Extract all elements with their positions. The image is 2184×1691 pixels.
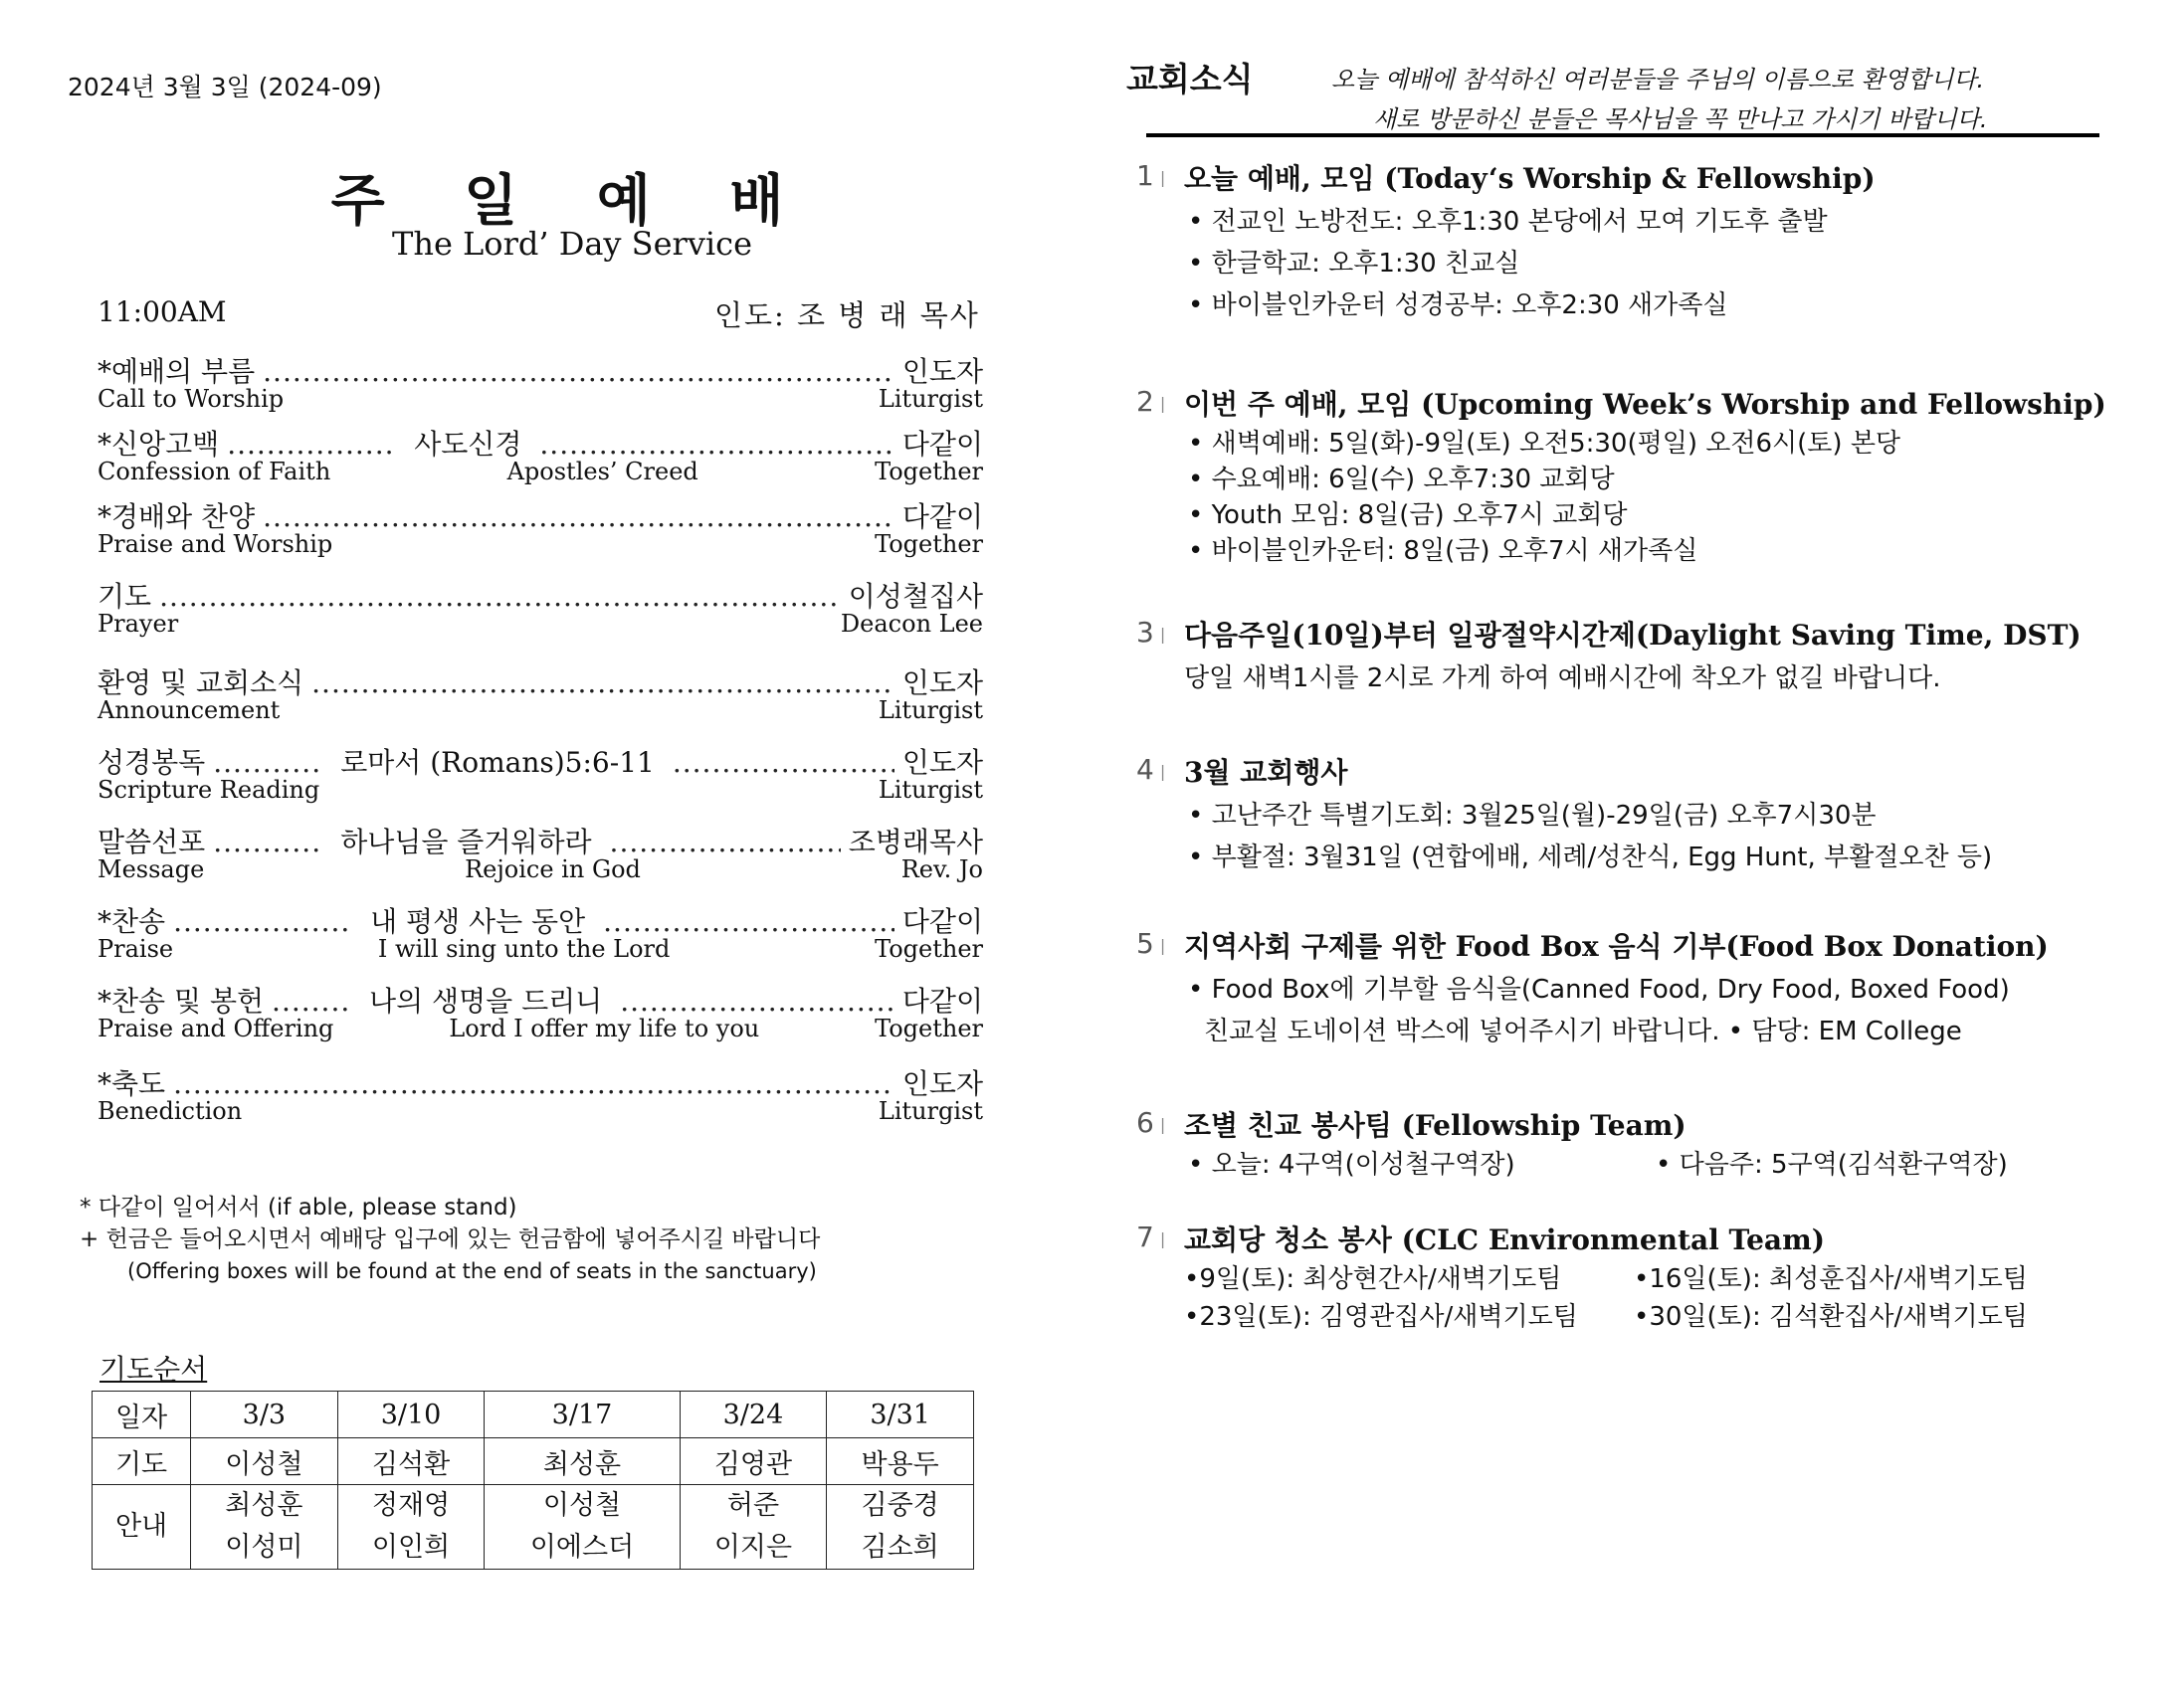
- order-en-label: Call to Worship: [98, 385, 285, 413]
- table-cell: 박용두: [827, 1438, 974, 1485]
- table-cell: [680, 1485, 827, 1570]
- order-ko-label: 말씀선포: [98, 826, 206, 858]
- table-row-label: 기도: [93, 1438, 191, 1485]
- note-stand: * 다같이 일어서서 (if able, please stand): [80, 1195, 517, 1221]
- section-line: • 오늘: 4구역(이성철구역장): [1188, 1150, 1515, 1180]
- order-en-detail: Rejoice in God: [465, 855, 641, 883]
- welcome-line-2: 새로 방문하신 분들은 목사님을 꼭 만나고 가시기 바랍니다.: [1373, 105, 1988, 133]
- order-ko-leader: 다같이: [901, 905, 983, 938]
- section-line: • 전교인 노방전도: 오후1:30 본당에서 모여 기도후 출발: [1188, 207, 1828, 237]
- section-heading: 지역사회 구제를 위한 Food Box 음식 기부(Food Box Donation): [1184, 930, 2049, 963]
- order-confession-of-faith: [98, 423, 983, 502]
- order-ko-label: *축도: [98, 1067, 166, 1100]
- service-title-english: The Lord’ Day Service: [391, 225, 752, 263]
- order-ko-label: *찬송 및 봉헌: [98, 985, 265, 1018]
- usher-name: 이지은: [713, 1532, 793, 1563]
- order-scripture-reading: [98, 741, 983, 821]
- section-heading: 3월 교회행사: [1184, 756, 1348, 789]
- usher-name: 이에스더: [529, 1532, 635, 1563]
- order-en-label: Benediction: [98, 1097, 243, 1125]
- order-ko-leader: 다같이: [901, 428, 983, 461]
- section-line: 친교실 도네이션 박스에 넣어주시기 바랍니다. • 담당: EM College: [1204, 1017, 1962, 1046]
- table-header-cell: 3/3: [191, 1392, 338, 1438]
- section-line: •30일(토): 김석환집사/새벽기도팀: [1634, 1302, 2028, 1332]
- order-en-label: Message: [98, 855, 205, 883]
- order-en-label: Praise: [98, 935, 174, 963]
- order-praise-and-worship: [98, 495, 983, 575]
- table-row-label: 안내: [93, 1485, 191, 1570]
- section-line: • 부활절: 3월31일 (연합에배, 세례/성찬식, Egg Hunt, 부활절오찬 등): [1188, 843, 1993, 872]
- usher-name: 정재영: [371, 1490, 451, 1521]
- order-en-label: Confession of Faith: [98, 458, 331, 485]
- table-cell: [827, 1485, 974, 1570]
- order-ko-label: 기도: [98, 580, 152, 613]
- order-en-detail: Lord I offer my life to you: [449, 1015, 760, 1042]
- order-ko-detail: 나의 생명을 드리니: [369, 985, 603, 1018]
- usher-name: 최성훈: [225, 1490, 303, 1521]
- service-leader: 인도: 조 병 래 목사: [714, 298, 980, 332]
- table-cell: [191, 1485, 338, 1570]
- order-en-label: Praise and Worship: [98, 530, 333, 558]
- prayer-schedule-table: [92, 1391, 974, 1570]
- order-ko-leader: 이성철집사: [848, 580, 983, 613]
- section-number: 1 |: [1136, 159, 1165, 192]
- section-number: 7 |: [1136, 1221, 1165, 1253]
- section-line: • Youth 모임: 8일(금) 오후7시 교회당: [1188, 500, 1628, 530]
- order-benediction: [98, 1062, 983, 1142]
- order-prayer: [98, 575, 983, 655]
- section-number: 2 |: [1136, 385, 1165, 418]
- table-cell: 최성훈: [485, 1438, 680, 1485]
- order-ko-leader: 인도자: [901, 1067, 983, 1100]
- section-number: 6 |: [1136, 1106, 1165, 1139]
- order-en-label: Scripture Reading: [98, 776, 320, 804]
- order-en-leader: Deacon Lee: [840, 610, 983, 638]
- section-heading: 오늘 예배, 모임 (Today‘s Worship & Fellowship): [1184, 162, 1876, 195]
- table-header-cell: 3/31: [827, 1392, 974, 1438]
- usher-name: 이인희: [371, 1532, 451, 1563]
- section-line: • 바이블인카운터: 8일(금) 오후7시 새가족실: [1188, 536, 1698, 566]
- service-title-korean: 주 일 예 배: [330, 168, 814, 234]
- usher-name: 김소희: [861, 1532, 939, 1563]
- order-call-to-worship: [98, 350, 983, 430]
- note-offering-english: (Offering boxes will be found at the end of seats in the sanctuary): [127, 1259, 817, 1283]
- table-header-cell: 3/10: [337, 1392, 485, 1438]
- order-announcement: [98, 661, 983, 741]
- section-line: • 한글학교: 오후1:30 친교실: [1188, 249, 1520, 279]
- order-ko-leader: 인도자: [901, 355, 983, 388]
- table-cell: 이성철: [191, 1438, 338, 1485]
- table-row: [93, 1438, 974, 1485]
- order-en-label: Praise and Offering: [98, 1015, 334, 1042]
- usher-name: 이성미: [225, 1532, 303, 1563]
- order-ko-detail: 로마서 (Romans)5:6-11: [340, 746, 655, 779]
- welcome-line-1: 오늘 예배에 참석하신 여러분들을 주님의 이름으로 환영합니다.: [1331, 66, 1985, 94]
- order-praise: [98, 900, 983, 980]
- order-en-leader: Together: [875, 935, 984, 963]
- section-number: 3 |: [1136, 616, 1165, 649]
- order-ko-label: 성경봉독: [98, 746, 206, 779]
- news-title: 교회소식: [1126, 60, 1254, 98]
- order-en-leader: Liturgist: [878, 385, 983, 413]
- section-line: • 고난주간 특별기도회: 3월25일(월)-29일(금) 오후7시30분: [1188, 801, 1877, 831]
- service-time: 11:00AM: [98, 295, 227, 328]
- note-offering-korean: + 헌금은 들어오시면서 예배당 입구에 있는 헌금함에 넣어주시길 바랍니다: [80, 1226, 821, 1252]
- table-cell: [337, 1485, 485, 1570]
- order-ko-detail: 사도신경: [414, 428, 522, 461]
- order-ko-label: *찬송: [98, 905, 166, 938]
- order-ko-detail: 하나님을 즐거워하라: [340, 826, 592, 858]
- section-line: •23일(토): 김영관집사/새벽기도팀: [1184, 1302, 1578, 1332]
- order-en-detail: I will sing unto the Lord: [377, 935, 671, 963]
- table-cell: 김영관: [680, 1438, 827, 1485]
- order-ko-label: 환영 및 교회소식: [98, 666, 304, 699]
- order-en-label: Announcement: [98, 696, 281, 724]
- section-heading: 조별 친교 봉사팀 (Fellowship Team): [1184, 1109, 1687, 1142]
- usher-name: 김중경: [861, 1490, 939, 1521]
- section-line: • 바이블인카운터 성경공부: 오후2:30 새가족실: [1188, 290, 1728, 320]
- section-line: 당일 새벽1시를 2시로 가게 하여 예배시간에 착오가 없길 바랍니다.: [1184, 663, 1941, 693]
- order-en-leader: Liturgist: [878, 696, 983, 724]
- service-notes: [80, 1192, 820, 1287]
- section-heading: 교회당 청소 봉사 (CLC Environmental Team): [1184, 1223, 1825, 1256]
- order-message: [98, 821, 983, 900]
- order-ko-label: *경배와 찬양: [98, 500, 256, 533]
- order-en-leader: Liturgist: [878, 1097, 983, 1125]
- section-line: • 새벽예배: 5일(화)-9일(토) 오전5:30(평일) 오전6시(토) 본당: [1188, 429, 1901, 459]
- section-line: •16일(토): 최성훈집사/새벽기도팀: [1634, 1264, 2028, 1294]
- table-cell: 김석환: [337, 1438, 485, 1485]
- order-ko-detail: 내 평생 사는 동안: [370, 905, 586, 938]
- order-en-leader: Rev. Jo: [900, 855, 983, 883]
- prayer-schedule-title: 기도순서: [99, 1353, 208, 1386]
- table-cell: [485, 1485, 680, 1570]
- section-line: • 수요예배: 6일(수) 오후7:30 교회당: [1188, 465, 1615, 494]
- order-en-leader: Together: [875, 458, 984, 485]
- order-ko-leader: 다같이: [901, 985, 983, 1018]
- section-heading: 이번 주 예배, 모임 (Upcoming Week’s Worship and Fellowship): [1184, 388, 2106, 421]
- table-header-cell: 일자: [93, 1392, 191, 1438]
- order-ko-label: *신앙고백: [98, 428, 220, 461]
- table-row: [93, 1485, 974, 1570]
- order-ko-leader: 조병래목사: [848, 826, 983, 858]
- order-en-leader: Together: [875, 1015, 984, 1042]
- section-line: •9일(토): 최상현간사/새벽기도팀: [1184, 1264, 1562, 1294]
- table-header-cell: 3/24: [680, 1392, 827, 1438]
- usher-name: 허준: [726, 1490, 780, 1521]
- section-line: • Food Box에 기부할 음식을(Canned Food, Dry Food, Boxed Food): [1188, 975, 2010, 1005]
- table-header-cell: 3/17: [485, 1392, 680, 1438]
- order-en-leader: Together: [875, 530, 983, 558]
- section-number: 5 |: [1136, 927, 1165, 960]
- section-line: • 다음주: 5구역(김석환구역장): [1656, 1150, 2008, 1180]
- order-ko-leader: 인도자: [901, 746, 983, 779]
- order-en-detail: Apostles’ Creed: [506, 458, 698, 485]
- table-row: [93, 1392, 974, 1438]
- section-heading: 다음주일(10일)부터 일광절약시간제(Daylight Saving Time, DST): [1184, 619, 2082, 652]
- order-ko-leader: 인도자: [901, 666, 983, 699]
- header-divider: [1146, 133, 2099, 137]
- order-ko-leader: 다같이: [901, 500, 983, 533]
- bulletin-date: 2024년 3월 3일 (2024-09): [68, 73, 382, 101]
- section-number: 4 |: [1136, 753, 1165, 786]
- order-en-leader: Liturgist: [878, 776, 983, 804]
- usher-name: 이성철: [542, 1490, 622, 1521]
- order-en-label: Prayer: [98, 610, 179, 638]
- order-praise-and-offering: [98, 980, 983, 1059]
- order-ko-label: *예배의 부름: [98, 355, 256, 388]
